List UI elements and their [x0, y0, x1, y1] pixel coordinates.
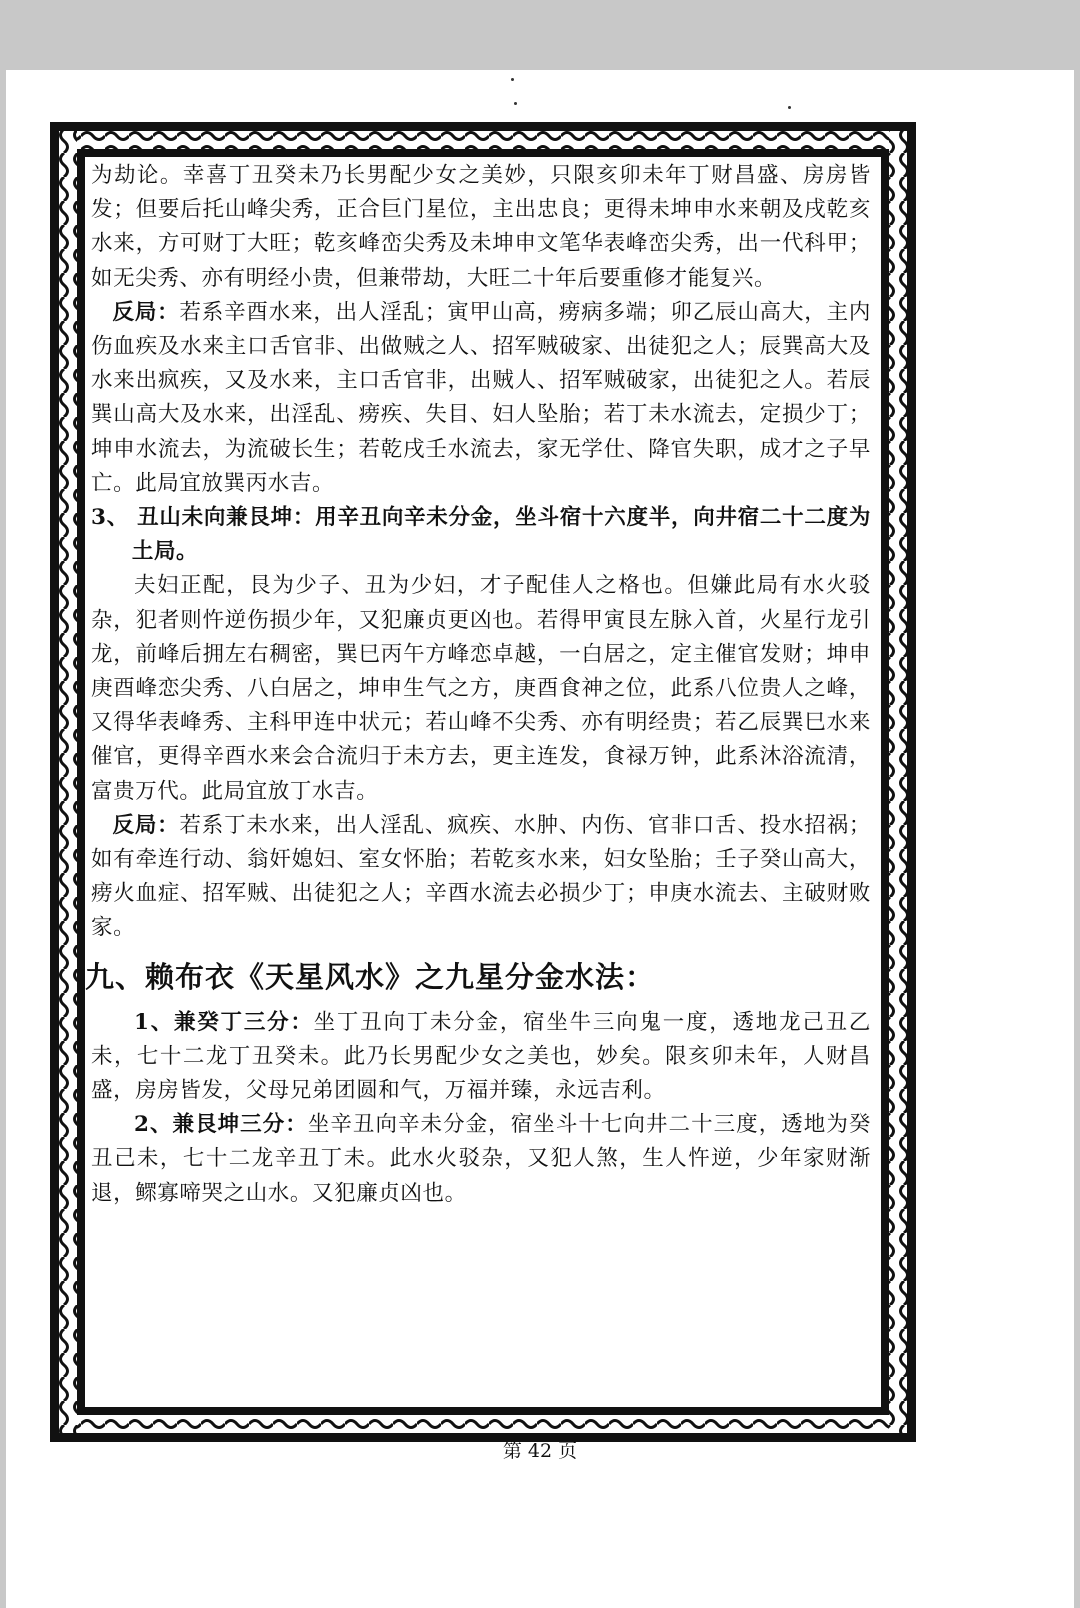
paragraph-label: 2、兼艮坤三分：: [134, 1112, 308, 1138]
paragraph-body: 坐辛丑向辛未分金，宿坐斗十七向井二十三度，透地为癸丑己未，七十二龙辛丑丁未。此水火驳杂，又犯人煞，生人忤逆，少年家财渐退，鳏寡啼哭之山水。又犯廉贞凶也。: [91, 1112, 871, 1206]
page-text: [85, 159, 871, 1211]
paragraph-reverse-layout-1: [91, 296, 871, 501]
paragraph-item-2: [91, 1108, 871, 1211]
document-page: [6, 70, 1074, 1608]
scan-speck: [788, 106, 791, 109]
paragraph-label: 反局：: [112, 299, 180, 325]
scan-speck: [514, 102, 517, 105]
section-heading: 九、赖布衣《天星风水》之九星分金水法：: [85, 959, 656, 994]
scan-speck: [511, 78, 514, 81]
paragraph-item-1: [91, 1006, 871, 1109]
paragraph-label: 反局：: [112, 812, 180, 838]
paragraph-continuation: 为劫论。幸喜丁丑癸未乃长男配少女之美妙，只限亥卯未年丁财昌盛、房房皆发；但要后托山峰尖秀，正合巨门星位，主出忠良；更得未坤申水来朝及戌乾亥水来，方可财丁大旺；乾亥峰峦尖秀及未坤申文笔华表峰峦尖秀，出一代科甲；如无尖秀、亦有明经小贵，但兼带劫，大旺二十年后要重修才能复兴。: [91, 163, 871, 291]
paragraph-reverse-layout-2: [91, 809, 871, 946]
paragraph-body: 坐丁丑向丁未分金，宿坐牛三向鬼一度，透地龙己丑乙未，七十二龙丁丑癸未。此乃长男配少女之美也，妙矣。限亥卯未年，人财昌盛，房房皆发，父母兄弟团圆和气，万福并臻，永远吉利。: [91, 1009, 871, 1104]
paragraph-body: 若系丁未水来，出人淫乱、疯疾、水肿、内伤、官非口舌、投水招祸；如有牵连行动、翁奸媳妇、室女怀胎；若乾亥水来，妇女坠胎；壬子癸山高大，痨火血症、招军贼、出徒犯之人；辛酉水流去必损少丁；申庚水流去、主破财败家。: [91, 812, 871, 941]
paragraph-body: 若系辛酉水来，出人淫乱；寅甲山高，痨病多端；卯乙辰山高大，主内伤血疾及水来主口舌官非、出做贼之人、招军贼破家、出徒犯之人；辰巽高大及水来出疯疾，又及水来，主口舌官非，出贼人、招军贼破家，出徒犯之人。若辰巽山高大及水来，出淫乱、痨疾、失目、妇人坠胎；若丁未水流去，定损少丁；坤申水流去，为流破长生；若乾戌壬水流去，家无学仕、降官失职，成才之子早亡。此局宜放巽丙水吉。: [91, 299, 871, 496]
paragraph-section-3-body: 夫妇正配，艮为少子、丑为少妇，才子配佳人之格也。但嫌此局有水火驳杂，犯者则忤逆伤损少年，又犯廉贞更凶也。若得甲寅艮左脉入首，火星行龙引龙，前峰后拥左右稠密，巽巳丙午方峰恋卓越，一白居之，定主催官发财；坤申庚酉峰恋尖秀、八白居之，坤申生气之方，庚酉食神之位，此系八位贵人之峰，又得华表峰秀、主科甲连中状元；若山峰不尖秀、亦有明经贵；若乙辰巽巳水来催官，更得辛酉水来会合流归于未方去，更主连发，食禄万钟，此系沐浴流清，富贵万代。此局宜放丁水吉。: [91, 573, 871, 804]
section-3-title: 3、 丑山未向兼艮坤：用辛丑向辛未分金，坐斗宿十六度半，向井宿二十二度为土局。: [91, 505, 871, 565]
page-number: 第 42 页: [502, 1440, 578, 1462]
decorative-border: [50, 122, 916, 1442]
paragraph-label: 1、兼癸丁三分：: [134, 1009, 314, 1035]
